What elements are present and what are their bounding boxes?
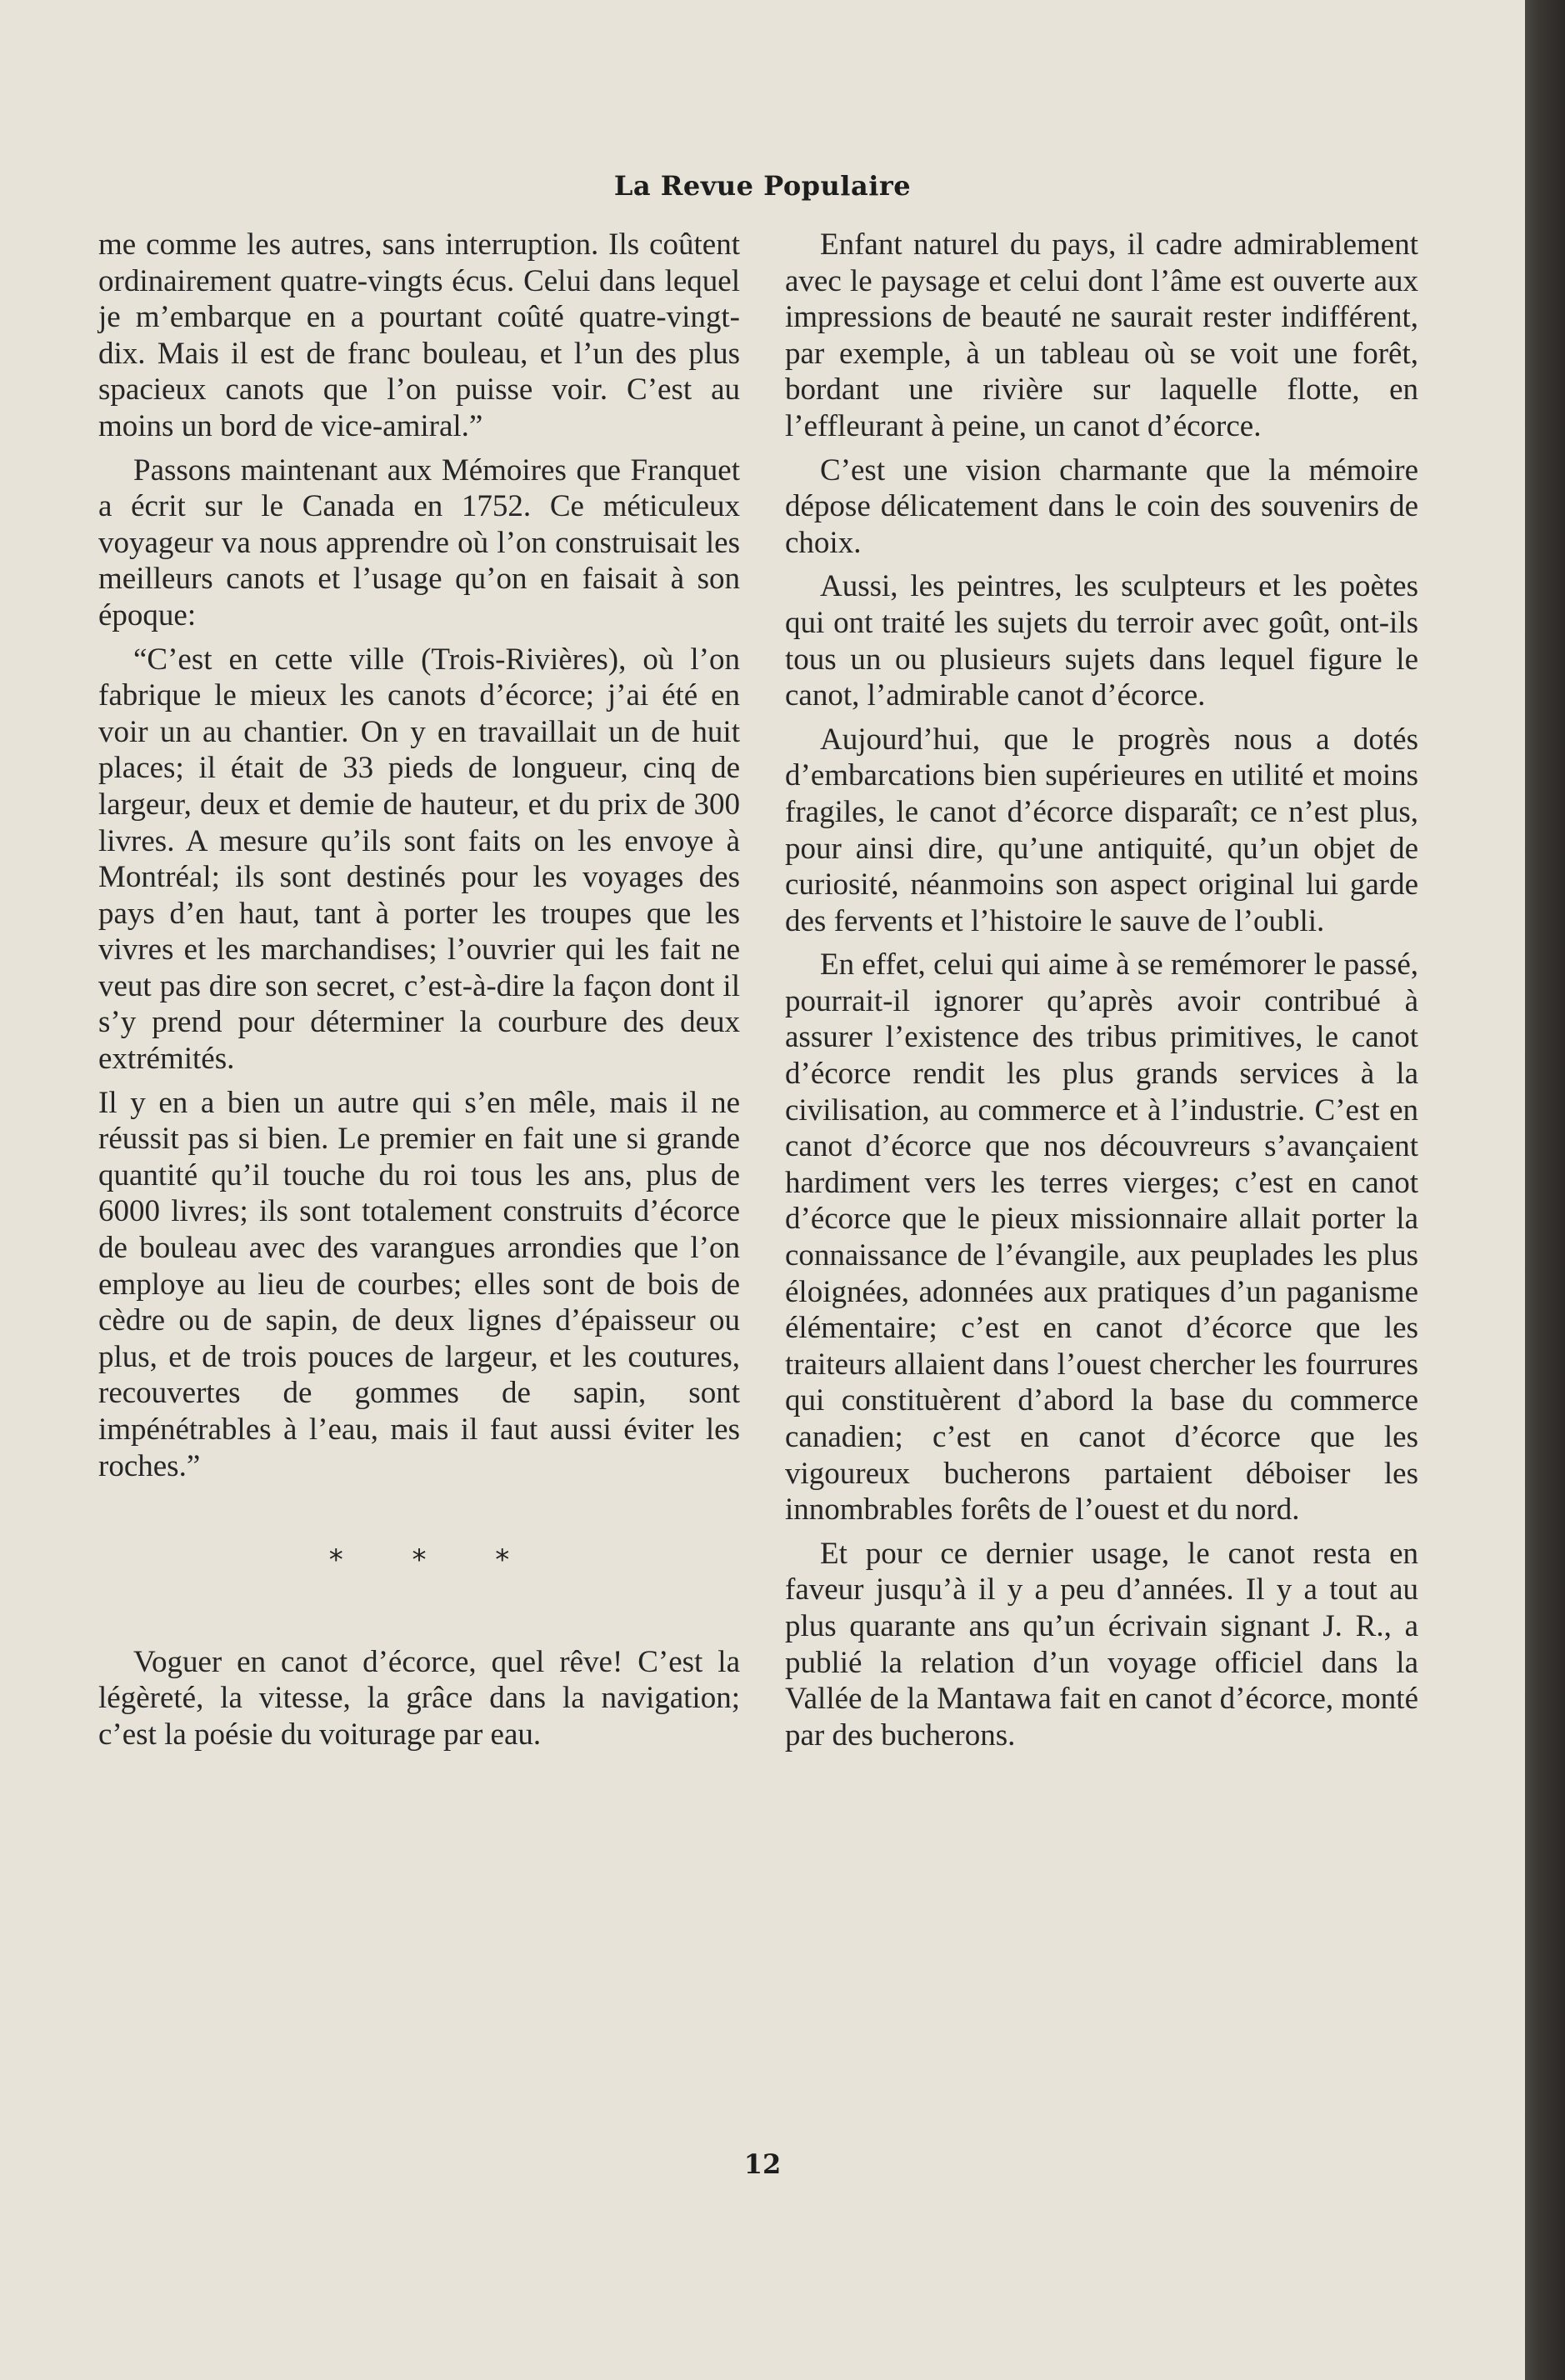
paragraph: C’est une vision charmante que la mémoire dépose délicatement dans le coin des souvenirs de choix. bbox=[785, 452, 1418, 560]
right-column bbox=[785, 227, 1418, 1761]
paragraph: Voguer en canot d’écorce, quel rêve! C’est la légèreté, la vitesse, la grâce dans la navigation; c’est la poésie du voiturage par eau. bbox=[98, 1644, 740, 1752]
paragraph: Aujourd’hui, que le progrès nous a dotés d’embarcations bien supérieures en utilité et moins fragiles, le canot d’écorce disparaît; ce n’est plus, pour ainsi dire, qu’une antiquité, qu’un objet de curiosité, néanmoins son aspect original lui garde des fervents et l’histoire le sauve de l’oubli. bbox=[785, 722, 1418, 938]
running-head: La Revue Populaire bbox=[613, 170, 912, 202]
left-column bbox=[98, 227, 740, 1761]
paragraph: Enfant naturel du pays, il cadre admirablement avec le paysage et celui dont l’âme est ouverte aux impressions de beauté ne saurait rester indifférent, par exemple, à un tableau où se voit une forêt, bordant une rivière sur laquelle flotte, en l’effleurant à peine, un canot d’écorce. bbox=[785, 228, 1418, 443]
quote-paragraph: Il y en a bien un autre qui s’en mêle, mais il ne réussit pas si bien. Le premier en fait une si grande quantité qu’il touche du roi tous les ans, plus de 6000 livres; ils sont totalement construits d’écorce de bouleau avec des varangues arrondies que l’on employe au lieu de courbes; elles sont de bois de cèdre ou de sapin, de deux lignes d’épaisseur ou plus, et de trois pouces de largeur, et les coutures, recouvertes de gommes de sapin, sont impénétrables à l’eau, mais il faut aussi éviter les roches.” bbox=[98, 1085, 740, 1483]
paragraph: Aussi, les peintres, les sculpteurs et les poètes qui ont traité les sujets du terroir avec goût, ont-ils tous un ou plusieurs sujets dans lequel figure le canot, l’admirable canot d’écorce. bbox=[785, 569, 1418, 713]
paragraph: Et pour ce dernier usage, le canot resta en faveur jusqu’à il y a peu d’années. Il y a tout au plus quarante ans qu’un écrivain signant J. R., a publié la relation d’un voyage officiel dans la Vallée de la Mantawa fait en canot d’écorce, monté par des bucherons. bbox=[785, 1536, 1418, 1752]
section-separator: * * * bbox=[328, 1543, 540, 1578]
paragraph: En effet, celui qui aime à se remémorer le passé, pourrait-il ignorer qu’après avoir contribué à assurer l’existence des tribus primitives, le canot d’écorce rendit les plus grands services à la civilisation, au commerce et à l’industrie. C’est en canot d’écorce que nos découvreurs s’avançaient hardiment vers les terres vierges; c’est en canot d’écorce que le pieux missionnaire allait porter la connaissance de l’évangile, aux peuplades les plus éloignées, adonnées aux pratiques d’un paganisme élémentaire; c’est en canot d’écorce que les traiteurs allaient dans l’ouest chercher les fourrures qui constituèrent d’abord la base du commerce canadien; c’est en canot d’écorce que les vigoureux bucherons partaient déboiser les innombrables forêts de l’ouest et du nord. bbox=[785, 948, 1418, 1528]
paragraph: Passons maintenant aux Mémoires que Franquet a écrit sur le Canada en 1752. Ce méticuleux voyageur va nous apprendre où l’on construisait les meilleurs canots et l’usage qu’on en faisait à son époque: bbox=[98, 452, 740, 632]
binding-edge bbox=[1525, 0, 1565, 2380]
page-number: 12 bbox=[743, 2148, 782, 2180]
quote-paragraph: “C’est en cette ville (Trois-Rivières), où l’on fabrique le mieux les canots d’écorce; j’ai été en voir un au chantier. On y en travaillait un de huit places; il était de 33 pieds de longueur, cinq de largeur, deux et demie de hauteur, et du prix de 300 livres. A mesure qu’ils sont faits on les envoye à Montréal; ils sont destinés pour les voyages des pays d’en haut, tant à porter les troupes que les vivres et les marchandises; l’ouvrier qui les fait ne veut pas dire son secret, c’est-à-dire la façon dont il s’y prend pour déterminer la courbure des deux extrémités. bbox=[98, 642, 740, 1077]
paragraph: me comme les autres, sans interruption. Ils coûtent ordinairement quatre-vingts écus. Celui dans lequel je m’embarque en a pourtant coûté quatre-vingt-dix. Mais il est de franc bouleau, et l’un des plus spacieux canots que l’on puisse voir. C’est au moins un bord de vice-amiral.” bbox=[98, 228, 740, 443]
